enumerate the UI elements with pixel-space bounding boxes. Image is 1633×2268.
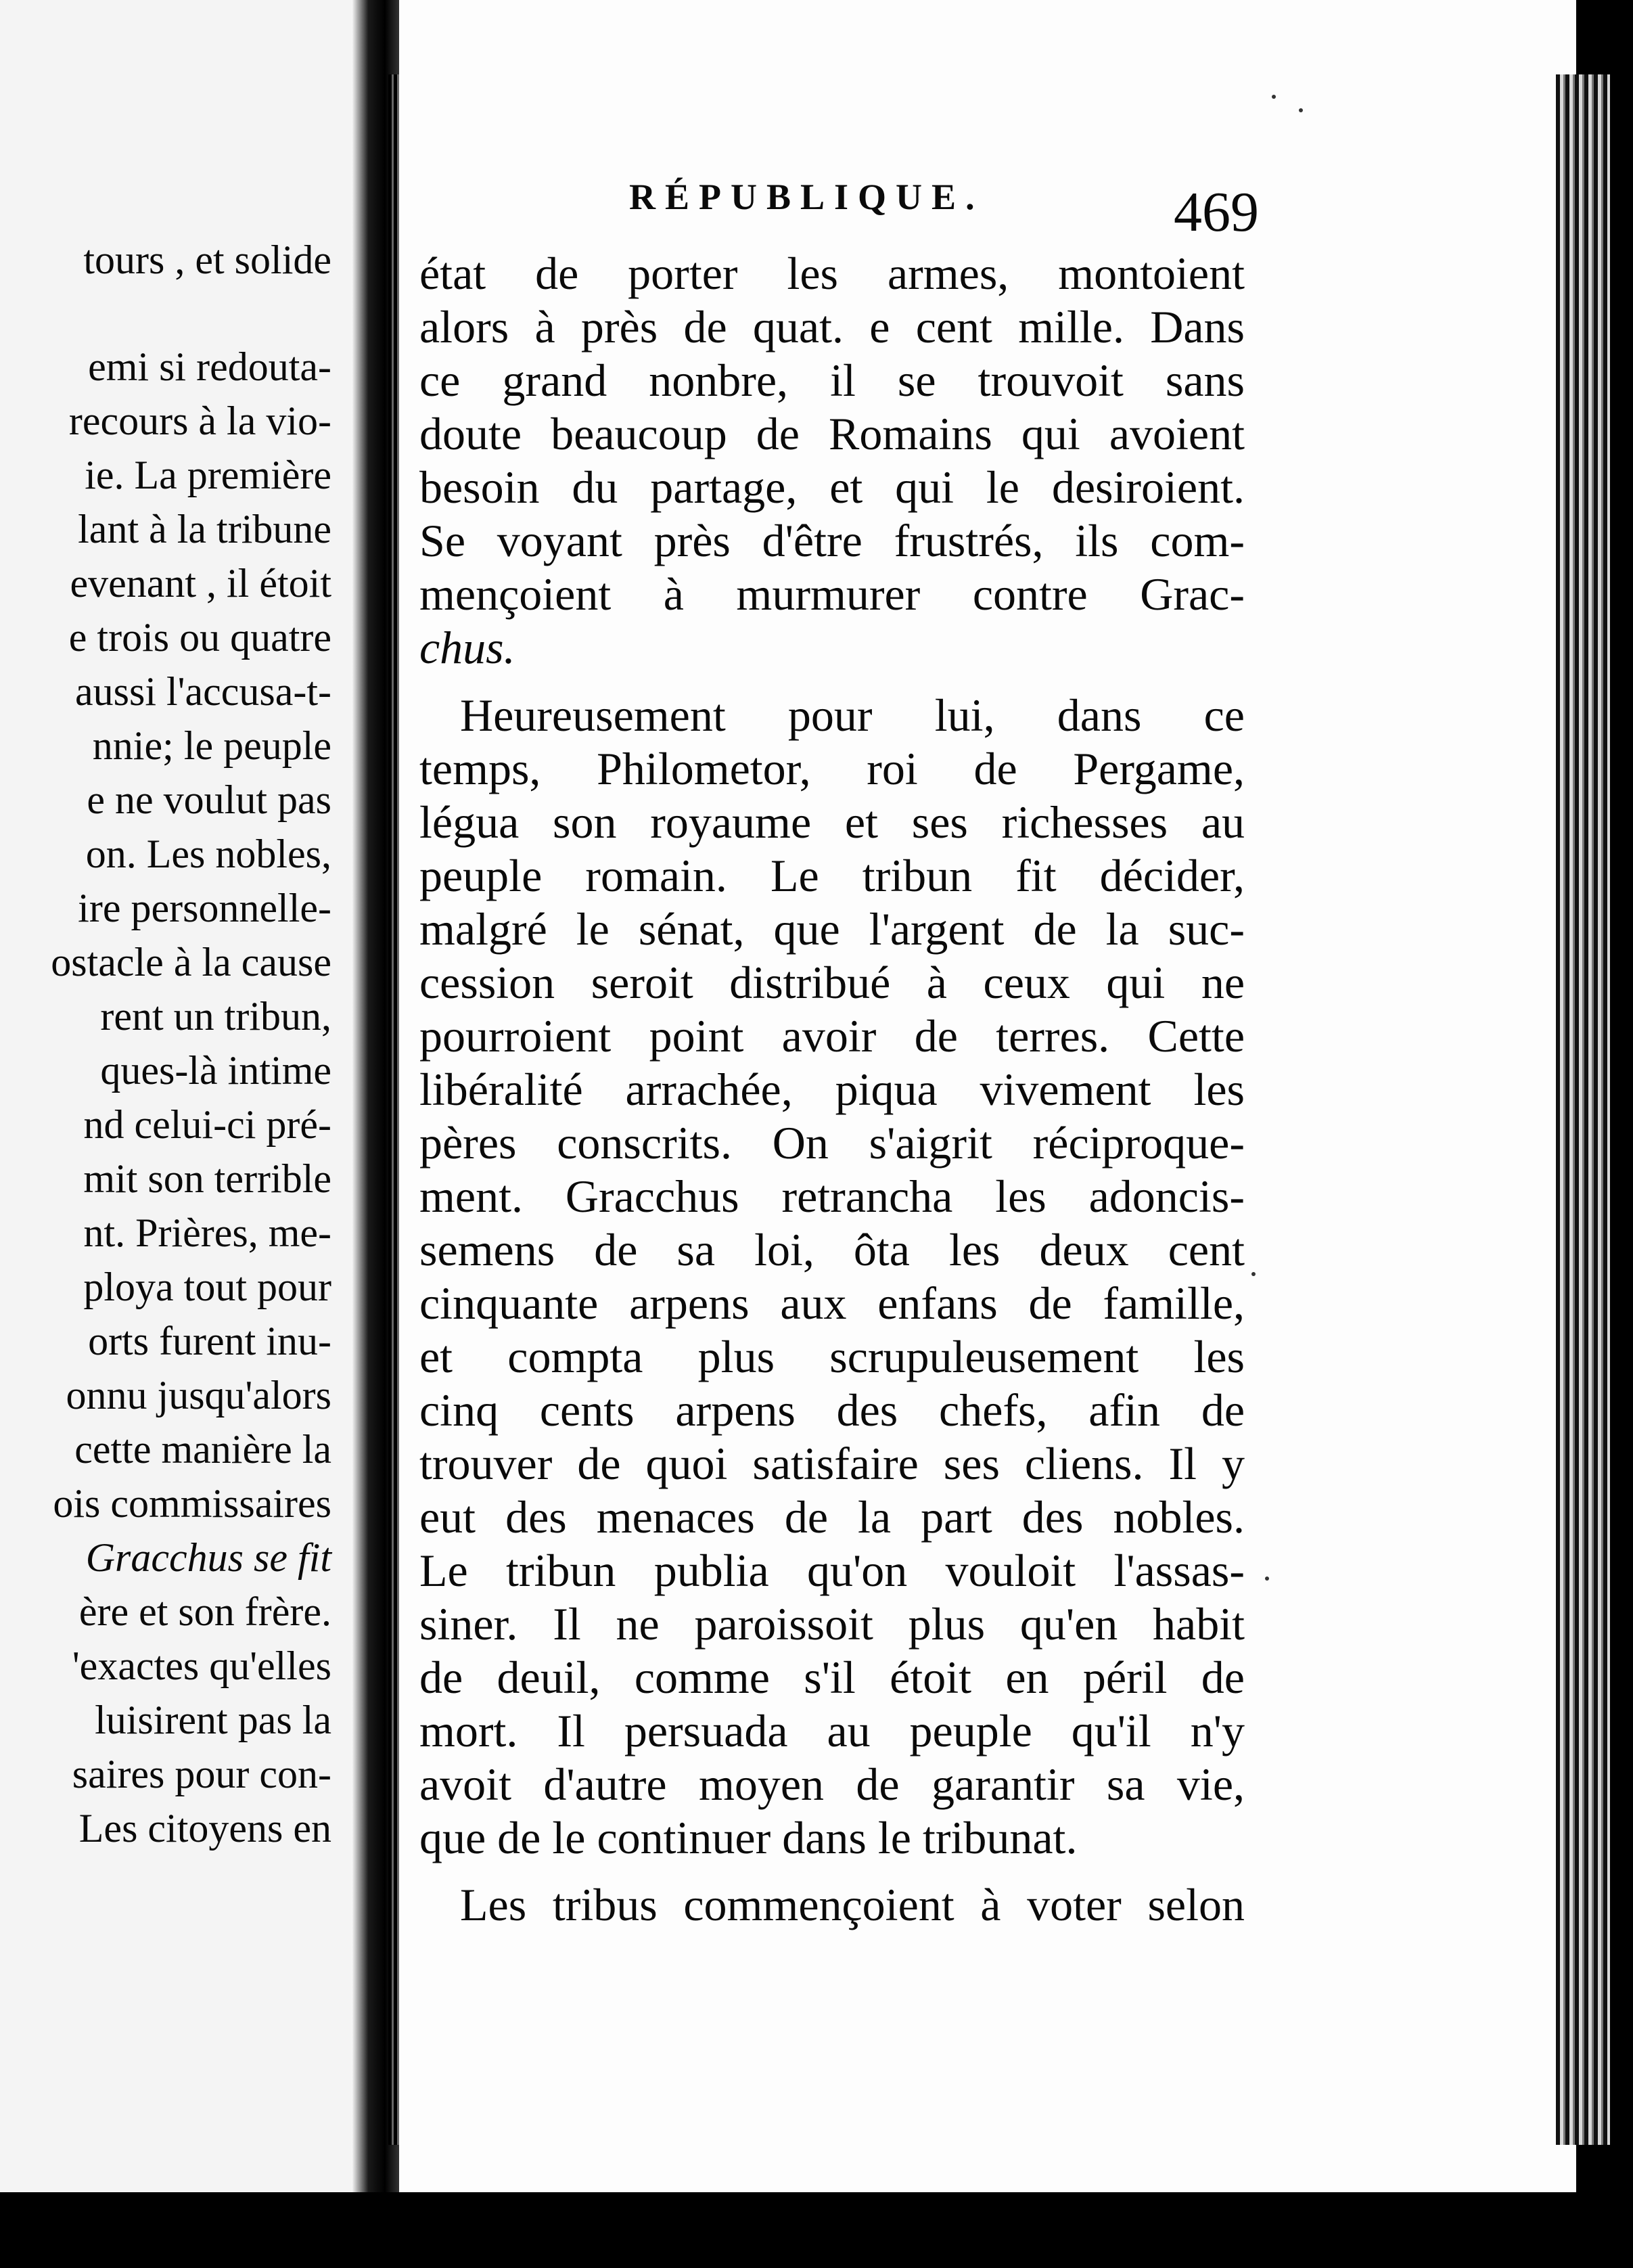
- page-number: 469: [1174, 181, 1259, 244]
- left-text-line: cette manière la: [74, 1427, 331, 1472]
- body-line: trouver de quoi satisfaire ses cliens. Il y: [419, 1438, 1245, 1489]
- left-text-line: ploya tout pour: [83, 1265, 331, 1309]
- body-line: siner. Il ne paroissoit plus qu'en habit: [419, 1598, 1245, 1650]
- left-text-line: evenant , il étoit: [70, 561, 331, 606]
- left-text-line: e ne voulut pas: [87, 777, 331, 822]
- left-text-line: nd celui-ci pré-: [83, 1102, 331, 1147]
- running-head: RÉPUBLIQUE.: [629, 177, 984, 217]
- body-line: ment. Gracchus retrancha les adoncis-: [419, 1171, 1245, 1222]
- body-line: semens de sa loi, ôta les deux cent: [419, 1224, 1245, 1275]
- left-text-line: ois commissaires: [53, 1481, 331, 1526]
- body-line: cinq cents arpens des chefs, afin de: [419, 1384, 1245, 1436]
- body-line: libéralité arrachée, piqua vivement les: [419, 1064, 1245, 1115]
- body-line: pères conscrits. On s'aigrit réciproque-: [419, 1117, 1245, 1169]
- paragraph-first-line: Les tribus commençoient à voter selon: [460, 1879, 1245, 1930]
- body-line: chus.: [419, 622, 515, 673]
- body-line: eut des menaces de la part des nobles.: [419, 1491, 1245, 1543]
- left-text-line: ie. La première: [85, 453, 331, 497]
- body-line: doute beaucoup de Romains qui avoient: [419, 408, 1245, 459]
- left-text-line: Les citoyens en: [78, 1806, 331, 1851]
- left-text-line: luisirent pas la: [95, 1698, 331, 1742]
- left-text-line: orts furent inu-: [88, 1319, 331, 1363]
- left-text-line: on. Les nobles,: [85, 832, 331, 876]
- paragraph-first-line: Heureusement pour lui, dans ce: [460, 689, 1245, 741]
- speckle-mark: [1265, 1577, 1269, 1581]
- body-line: besoin du partage, et qui le desiroient.: [419, 461, 1245, 513]
- left-text-line: ques-là intime: [100, 1048, 331, 1093]
- body-line: et compta plus scrupuleusement les: [419, 1331, 1245, 1382]
- body-line: cession seroit distribué à ceux qui ne: [419, 957, 1245, 1008]
- left-text-line: nnie; le peuple: [92, 723, 331, 768]
- left-text-line: e trois ou quatre: [68, 615, 331, 660]
- left-text-line: mit son terrible: [83, 1156, 331, 1201]
- left-text-line: onnu jusqu'alors: [66, 1373, 331, 1418]
- body-line: légua son royaume et ses richesses au: [419, 796, 1245, 848]
- left-text-line: saires pour con-: [72, 1752, 331, 1796]
- body-line: Le tribun publia qu'on vouloit l'assas-: [419, 1545, 1245, 1596]
- left-text-line: ère et son frère.: [78, 1589, 331, 1634]
- body-line: Se voyant près d'être frustrés, ils com-: [419, 515, 1245, 566]
- left-text-line: nt. Prières, me-: [83, 1210, 331, 1255]
- speckle-mark: [1272, 95, 1276, 99]
- body-line: pourroient point avoir de terres. Cette: [419, 1010, 1245, 1062]
- left-text-line: ire personnelle-: [78, 886, 331, 930]
- left-text-line: Gracchus se fit: [85, 1535, 331, 1580]
- left-text-line: ostacle à la cause: [51, 940, 331, 984]
- body-line: état de porter les armes, montoient: [419, 248, 1245, 299]
- body-line: mort. Il persuada au peuple qu'il n'y: [419, 1705, 1245, 1756]
- body-line: alors à près de quat. e cent mille. Dans: [419, 301, 1245, 353]
- speckle-mark: [1299, 108, 1303, 112]
- body-line: temps, Philometor, roi de Pergame,: [419, 743, 1245, 794]
- left-text-line: recours à la vio-: [68, 399, 331, 443]
- body-line: ce grand nonbre, il se trouvoit sans: [419, 355, 1245, 406]
- body-line: que de le continuer dans le tribunat.: [419, 1812, 1078, 1863]
- body-line: peuple romain. Le tribun fit décider,: [419, 850, 1245, 901]
- page-edges: [1556, 74, 1610, 2145]
- left-text-line: lant à la tribune: [78, 507, 331, 551]
- body-line: avoit d'autre moyen de garantir sa vie,: [419, 1759, 1245, 1810]
- left-page: [0, 0, 352, 2192]
- left-text-line: tours , et solide: [83, 237, 331, 282]
- left-text-line: 'exactes qu'elles: [72, 1643, 331, 1688]
- body-line: malgré le sénat, que l'argent de la suc-: [419, 903, 1245, 955]
- left-text-line: aussi l'accusa-t-: [75, 669, 331, 714]
- left-text-line: rent un tribun,: [100, 994, 331, 1039]
- body-line: cinquante arpens aux enfans de famille,: [419, 1277, 1245, 1329]
- body-line: de deuil, comme s'il étoit en péril de: [419, 1652, 1245, 1703]
- speckle-mark: [1251, 1272, 1256, 1276]
- left-text-line: emi si redouta-: [88, 344, 331, 389]
- body-line: mençoient à murmurer contre Grac-: [419, 568, 1245, 620]
